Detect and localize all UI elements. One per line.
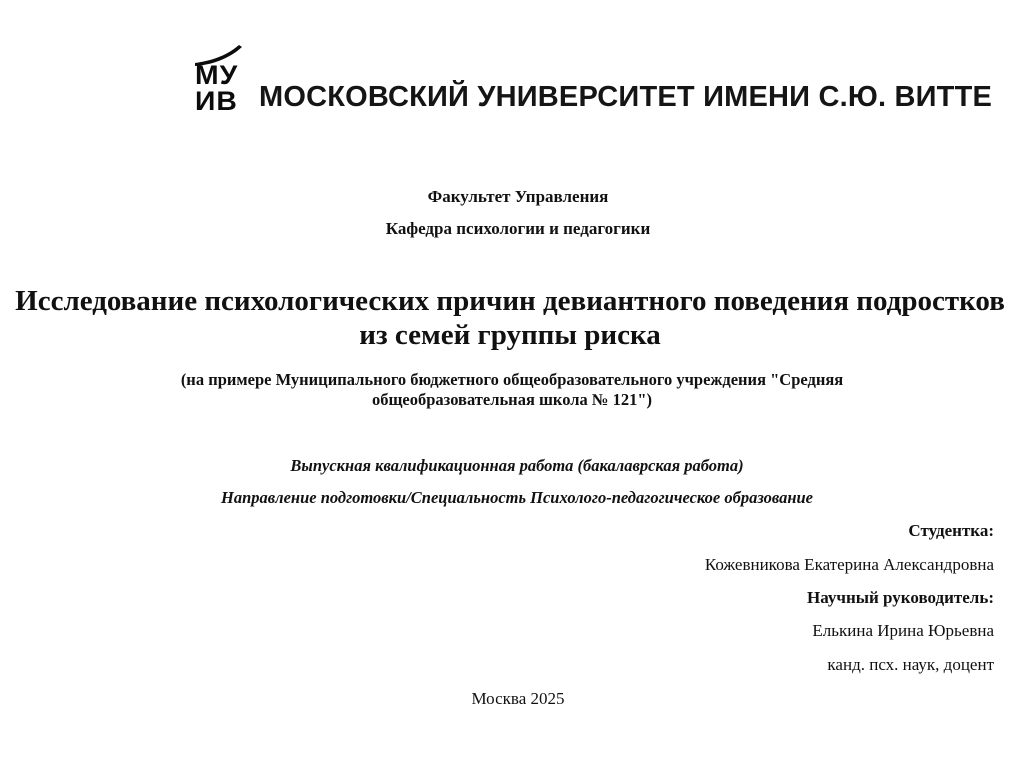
study-direction: Направление подготовки/Специальность Психолого-педагогическое образование xyxy=(220,488,813,507)
thesis-subtitle: (на примере Муниципального бюджетного общеобразовательного учреждения "Средняя общеобразовательная школа № 121") xyxy=(180,370,844,409)
student-name: Кожевникова Екатерина Александровна xyxy=(704,555,994,574)
work-type: Выпускная квалификационная работа (бакалаврская работа) xyxy=(290,456,744,475)
logo-mark xyxy=(193,44,253,116)
supervisor-label: Научный руководитель: xyxy=(807,588,994,607)
student-label: Студентка: xyxy=(908,521,994,540)
logo-letters-top: МУ xyxy=(195,60,239,90)
supervisor-name: Елькина Ирина Юрьевна xyxy=(812,621,994,640)
logo-letters-bottom: ИВ xyxy=(195,86,238,116)
city-year: Москва 2025 xyxy=(471,689,565,708)
faculty-name: Факультет Управления xyxy=(427,187,609,206)
thesis-title: Исследование психологических причин девиантного поведения подростков из семей группы риска xyxy=(15,285,1005,351)
university-name: МОСКОВСКИЙ УНИВЕРСИТЕТ ИМЕНИ С.Ю. ВИТТЕ xyxy=(259,81,993,113)
supervisor-title: канд. псх. наук, доцент xyxy=(827,655,994,674)
department-name: Кафедра психологии и педагогики xyxy=(385,219,651,238)
university-logo xyxy=(193,44,993,116)
